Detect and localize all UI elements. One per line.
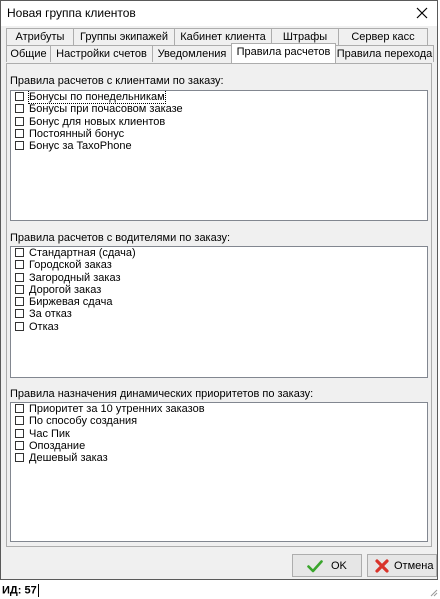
checkbox[interactable] — [15, 104, 24, 113]
driver-rules-label: Правила расчетов с водителями по заказу: — [10, 232, 231, 244]
priority-rules-label: Правила назначения динамических приоритетов по заказу: — [10, 388, 314, 400]
list-item[interactable]: Дорогой заказ — [11, 284, 427, 296]
close-button[interactable] — [413, 4, 431, 22]
tab-fines[interactable]: Штрафы — [271, 28, 339, 45]
checkbox[interactable] — [15, 322, 24, 331]
record-id: ИД: 57 — [2, 584, 37, 597]
list-item[interactable]: Стандартная (сдача) — [11, 247, 427, 259]
checkbox[interactable] — [15, 92, 24, 101]
checkbox[interactable] — [15, 453, 24, 462]
list-item[interactable]: Дешевый заказ — [11, 452, 427, 464]
ok-button-label: OK — [331, 559, 347, 572]
checkbox[interactable] — [15, 416, 24, 425]
checkbox[interactable] — [15, 404, 24, 413]
list-item[interactable]: Опоздание — [11, 440, 427, 452]
tab-notifications[interactable]: Уведомления — [152, 45, 232, 62]
checkbox[interactable] — [15, 285, 24, 294]
checkbox[interactable] — [15, 441, 24, 450]
list-item[interactable]: Отказ — [11, 321, 427, 333]
client-rules-label: Правила расчетов с клиентами по заказу: — [10, 75, 224, 87]
list-item[interactable]: Бонус для новых клиентов — [11, 116, 427, 128]
checkbox[interactable] — [15, 129, 24, 138]
tab-client-cabinet[interactable]: Кабинет клиента — [174, 28, 272, 45]
list-item[interactable]: Бонусы по понедельникам — [11, 91, 427, 103]
checkbox[interactable] — [15, 248, 24, 257]
cross-icon — [374, 558, 390, 574]
resize-grip-icon[interactable] — [430, 589, 438, 597]
checkbox[interactable] — [15, 429, 24, 438]
client-rules-list[interactable] — [10, 90, 428, 221]
tab-cash-server[interactable]: Сервер касс — [338, 28, 428, 45]
list-item[interactable]: Приоритет за 10 утренних заказов — [11, 403, 427, 415]
list-item[interactable]: За отказ — [11, 308, 427, 320]
window-title: Новая группа клиентов — [7, 6, 136, 20]
list-item[interactable]: Загородный заказ — [11, 272, 427, 284]
title-bar — [1, 1, 437, 26]
list-item[interactable]: Бонусы при почасовом заказе — [11, 103, 427, 115]
tab-attributes[interactable]: Атрибуты — [6, 28, 74, 45]
list-item[interactable]: Час Пик — [11, 428, 427, 440]
priority-rules-list[interactable] — [10, 402, 428, 542]
list-item[interactable]: Бонус за TaxoPhone — [11, 140, 427, 152]
list-item[interactable]: По способу создания — [11, 415, 427, 427]
ok-button[interactable] — [292, 554, 362, 577]
driver-rules-list[interactable] — [10, 246, 428, 378]
tab-invoice-settings[interactable]: Настройки счетов — [50, 45, 153, 62]
check-icon — [307, 558, 323, 574]
cancel-button-label: Отмена — [394, 559, 434, 572]
checkbox[interactable] — [15, 297, 24, 306]
tabs-row-2 — [6, 45, 433, 63]
checkbox[interactable] — [15, 273, 24, 282]
list-item[interactable]: Биржевая сдача — [11, 296, 427, 308]
tab-transition-rules[interactable]: Правила перехода — [335, 45, 434, 62]
tabs-row-1 — [6, 28, 427, 46]
list-item[interactable]: Городской заказ — [11, 259, 427, 271]
checkbox[interactable] — [15, 117, 24, 126]
status-separator — [38, 584, 39, 597]
tab-settlement-rules[interactable]: Правила расчетов — [231, 43, 336, 63]
status-bar — [2, 584, 39, 597]
close-icon — [413, 4, 431, 22]
checkbox[interactable] — [15, 141, 24, 150]
checkbox[interactable] — [15, 309, 24, 318]
tab-crew-groups[interactable]: Группы экипажей — [73, 28, 175, 45]
list-item[interactable]: Постоянный бонус — [11, 128, 427, 140]
tab-general[interactable]: Общие — [6, 45, 51, 62]
settlement-rules-page — [6, 63, 432, 547]
cancel-button[interactable] — [367, 554, 437, 577]
checkbox[interactable] — [15, 260, 24, 269]
